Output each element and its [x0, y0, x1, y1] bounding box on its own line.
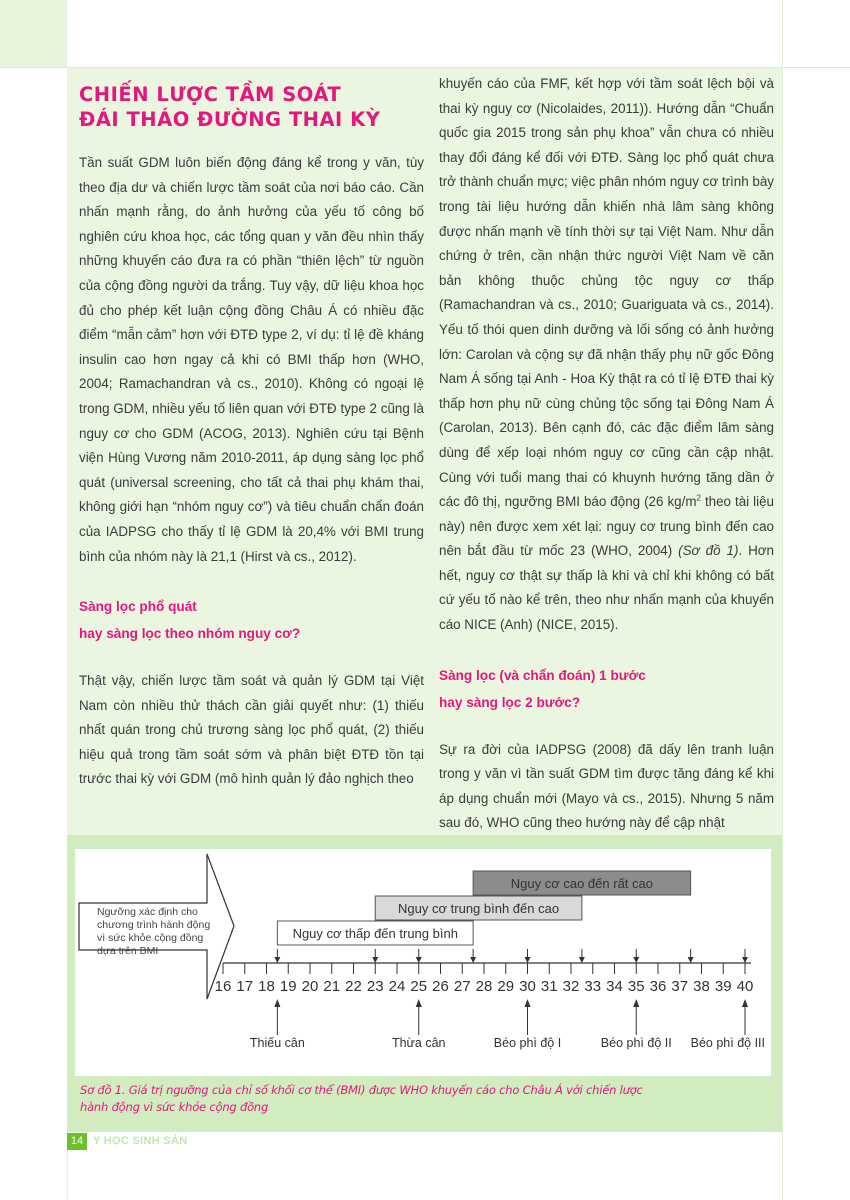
- heading-line: hay sàng lọc theo nhóm nguy cơ?: [79, 626, 301, 642]
- cutoff-arrow-head: [274, 957, 280, 963]
- arrow-label-line: Ngưỡng xác định cho: [97, 906, 198, 918]
- figure-reference: (Sơ đồ 1): [678, 543, 739, 559]
- tick-label: 34: [606, 978, 623, 995]
- tick-label: 32: [562, 978, 580, 995]
- text-run: khuyến cáo của FMF, kết hợp với tầm soát lệch bội và thai kỳ nguy cơ (Nicolaides, 2011)). Hướng dẫn “Chuẩn quốc gia 2015 trong sản phụ khoa” vẫn chưa có nhiều thay đổi đáng kể đối với ĐTĐ. Sàng lọc phổ quát chưa trở thành chuẩn mực; việc phân nhóm nguy cơ trình bày trong tài liệu hướng dẫn khiến nhà lâm sàng không được nhấn mạnh về tính thời sự tại Việt Nam. Như dẫn chứng ở trên, cần nhận thức người Việt Nam về căn bản không thuộc chủng tộc nguy cơ thấp (Ramachandran và cs., 2010; Guariguata và cs., 2014). Yếu tố thói quen dinh dưỡng và lối sống có ảnh hưởng lớn: Carolan và cộng sự đã nhận thấy phụ nữ gốc Đông Nam Á sống tại Anh - Hoa Kỳ thật ra có tỉ lệ ĐTĐ thai kỳ thấp hơn phụ nữ cùng chủng tộc sống tại Đông Nam Á (Carolan, 2013). Bên cạnh đó, các đặc điểm lâm sàng dùng để xếp loại nhóm nguy cơ cũng cần cập nhật. Cùng với tuổi mang thai có khuynh hướng tăng dần ở các đô thị, ngưỡng BMI báo động (26 kg/m: [439, 76, 774, 510]
- margin-decoration: [0, 0, 67, 67]
- heading-line: hay sàng lọc 2 bước?: [439, 694, 581, 710]
- heading-line: Sàng lọc phổ quát: [79, 599, 197, 615]
- title-line: CHIẾN LƯỢC TẦM SOÁT: [79, 83, 342, 106]
- tick-label: 30: [519, 978, 536, 995]
- journal-name: Y HỌC SINH SẢN: [93, 1135, 188, 1147]
- tick-label: 22: [345, 978, 362, 995]
- title-line: ĐÁI THÁO ĐƯỜNG THAI KỲ: [79, 108, 381, 131]
- category-arrow-head: [274, 999, 280, 1007]
- text-run: theo tài liệu này) nên được xem xét lại: nguy cơ trung bình đến cao nên bắt đầu từ mốc 23 (WHO, 2004): [439, 494, 774, 559]
- cutoff-arrow-head: [525, 957, 531, 963]
- risk-band-label: Nguy cơ cao đến rất cao: [510, 876, 653, 891]
- heading-line: Sàng lọc (và chẩn đoán) 1 bước: [439, 667, 646, 683]
- bmi-diagram-svg: [75, 849, 771, 1076]
- category-arrow-head: [633, 999, 639, 1007]
- tick-label: 17: [236, 978, 254, 995]
- superscript: 2: [696, 493, 701, 503]
- tick-label: 24: [388, 978, 406, 995]
- tick-label: 20: [301, 978, 319, 995]
- tick-label: 33: [584, 978, 602, 995]
- bmi-axis: [215, 949, 754, 995]
- tick-label: 35: [627, 978, 645, 995]
- paragraph: Thật vậy, chiến lược tầm soát và quản lý GDM tại Việt Nam còn nhiều thử thách cần giải quyết như: (1) thiếu nhất quán trong chủ trương sàng lọc phổ quát, (2) thiếu hiệu quả trong tầm soát sớm và phân biệt ĐTĐ tồn tại trước thai kỳ với GDM (mô hình quản lý đảo nghịch theo: [79, 673, 424, 787]
- tick-label: 39: [714, 978, 732, 995]
- tick-label: 27: [453, 978, 471, 995]
- cutoff-arrow-head: [688, 957, 694, 963]
- cutoff-arrow-head: [742, 957, 748, 963]
- tick-label: 36: [649, 978, 667, 995]
- category-label: Béo phì độ III: [690, 1036, 765, 1050]
- tick-label: 38: [693, 978, 710, 995]
- right-column: [439, 72, 774, 836]
- category-arrow-head: [742, 999, 748, 1007]
- caption-line: hành động vì sức khỏe cộng đồng: [80, 1100, 269, 1114]
- risk-bands: [277, 871, 690, 945]
- paragraph: [439, 72, 774, 638]
- tick-label: 23: [366, 978, 384, 995]
- risk-band-label: Nguy cơ trung bình đến cao: [398, 901, 560, 916]
- risk-band-label: Nguy cơ thấp đến trung bình: [292, 926, 458, 941]
- divider: [782, 0, 783, 1200]
- section-heading: [79, 593, 424, 647]
- tick-label: 16: [214, 978, 232, 995]
- section-heading: [439, 662, 774, 716]
- bmi-diagram: [75, 849, 771, 1076]
- tick-label: 37: [671, 978, 689, 995]
- cutoff-arrow-head: [633, 957, 639, 963]
- threshold-arrow: [79, 854, 234, 999]
- figure-caption: [80, 1082, 770, 1116]
- tick-label: 19: [279, 978, 297, 995]
- tick-label: 29: [497, 978, 515, 995]
- category-arrow-head: [525, 999, 531, 1007]
- arrow-label-line: dựa trên BMI: [97, 945, 159, 957]
- arrow-label-line: vì sức khỏe cộng đồng: [97, 932, 204, 944]
- cutoff-arrow-head: [372, 957, 378, 963]
- article-title: [79, 82, 424, 132]
- text-run: . Hơn hết, nguy cơ thật sự thấp là khi và chỉ khi không có bất cứ yếu tố nào kể trên, theo như nhấn mạnh của khuyến cáo NICE (Anh) (NICE, 2015).: [439, 543, 775, 633]
- cutoff-arrow-head: [579, 957, 585, 963]
- paragraph: Sự ra đời của IADPSG (2008) đã dấy lên tranh luận trong y văn vì tần suất GDM tìm được tăng đáng kể khi áp dụng chuẩn mới (Mayo và cs., 2015). Nhưng 5 năm sau đó, WHO cũng theo hướng này để cập nhật: [439, 741, 774, 831]
- category-arrow-head: [416, 999, 422, 1007]
- tick-label: 40: [736, 978, 754, 995]
- tick-label: 25: [410, 978, 428, 995]
- bmi-categories: [250, 999, 765, 1050]
- paragraph: Tần suất GDM luôn biến động đáng kể trong y văn, tùy theo địa dư và chiến lược tầm soát của nơi báo cáo. Cần nhấn mạnh rằng, do ảnh hưởng của yếu tố công bố nghiên cứu khoa học, các tổng quan y văn đều nhìn thấy những khuyến cáo đưa ra có phần “thiên lệch” từ nguồn của cộng đồng người da trắng. Tuy vậy, dữ liệu khoa học đủ cho phép kết luận cộng đồng Châu Á có nhiều đặc điểm “mẫn cảm” hơn với ĐTĐ type 2, ví dụ: tỉ lệ đề kháng insulin cao hơn ngay cả khi có BMI thấp hơn (WHO, 2004; Ramachandran và cs., 2010). Không có ngoại lệ trong GDM, nhiều yếu tố liên quan với ĐTĐ type 2 cũng là nguy cơ cho GDM (ACOG, 2013). Nghiên cứu tại Bệnh viện Hùng Vương năm 2010-2011, áp dụng sàng lọc phổ quát (universal screening, cho tất cả thai phụ khám thai, không giới hạn “nhóm nguy cơ”) và tiêu chuẩn chẩn đoán của IADPSG cho thấy tỉ lệ GDM là 20,4% với BMI trung bình của nhóm này là 21,1 (Hirst và cs., 2012).: [79, 155, 424, 564]
- left-column: [79, 68, 424, 792]
- category-label: Béo phì độ I: [493, 1036, 562, 1050]
- arrow-label-line: chương trình hành động: [97, 919, 211, 931]
- tick-label: 18: [258, 978, 275, 995]
- tick-label: 28: [475, 978, 493, 995]
- category-label: Thiếu cân: [249, 1036, 305, 1050]
- article-panel: [67, 68, 782, 835]
- category-label: Béo phì độ II: [600, 1036, 672, 1050]
- page-number: 14: [67, 1133, 87, 1150]
- cutoff-arrow-head: [470, 957, 476, 963]
- caption-line: Sơ đồ 1. Giá trị ngưỡng của chỉ số khối cơ thể (BMI) được WHO khuyến cáo cho Châu Á với chiến lược: [80, 1083, 643, 1097]
- tick-label: 21: [323, 978, 341, 995]
- cutoff-arrow-head: [416, 957, 422, 963]
- tick-label: 31: [540, 978, 558, 995]
- category-label: Thừa cân: [391, 1036, 446, 1050]
- tick-label: 26: [432, 978, 449, 995]
